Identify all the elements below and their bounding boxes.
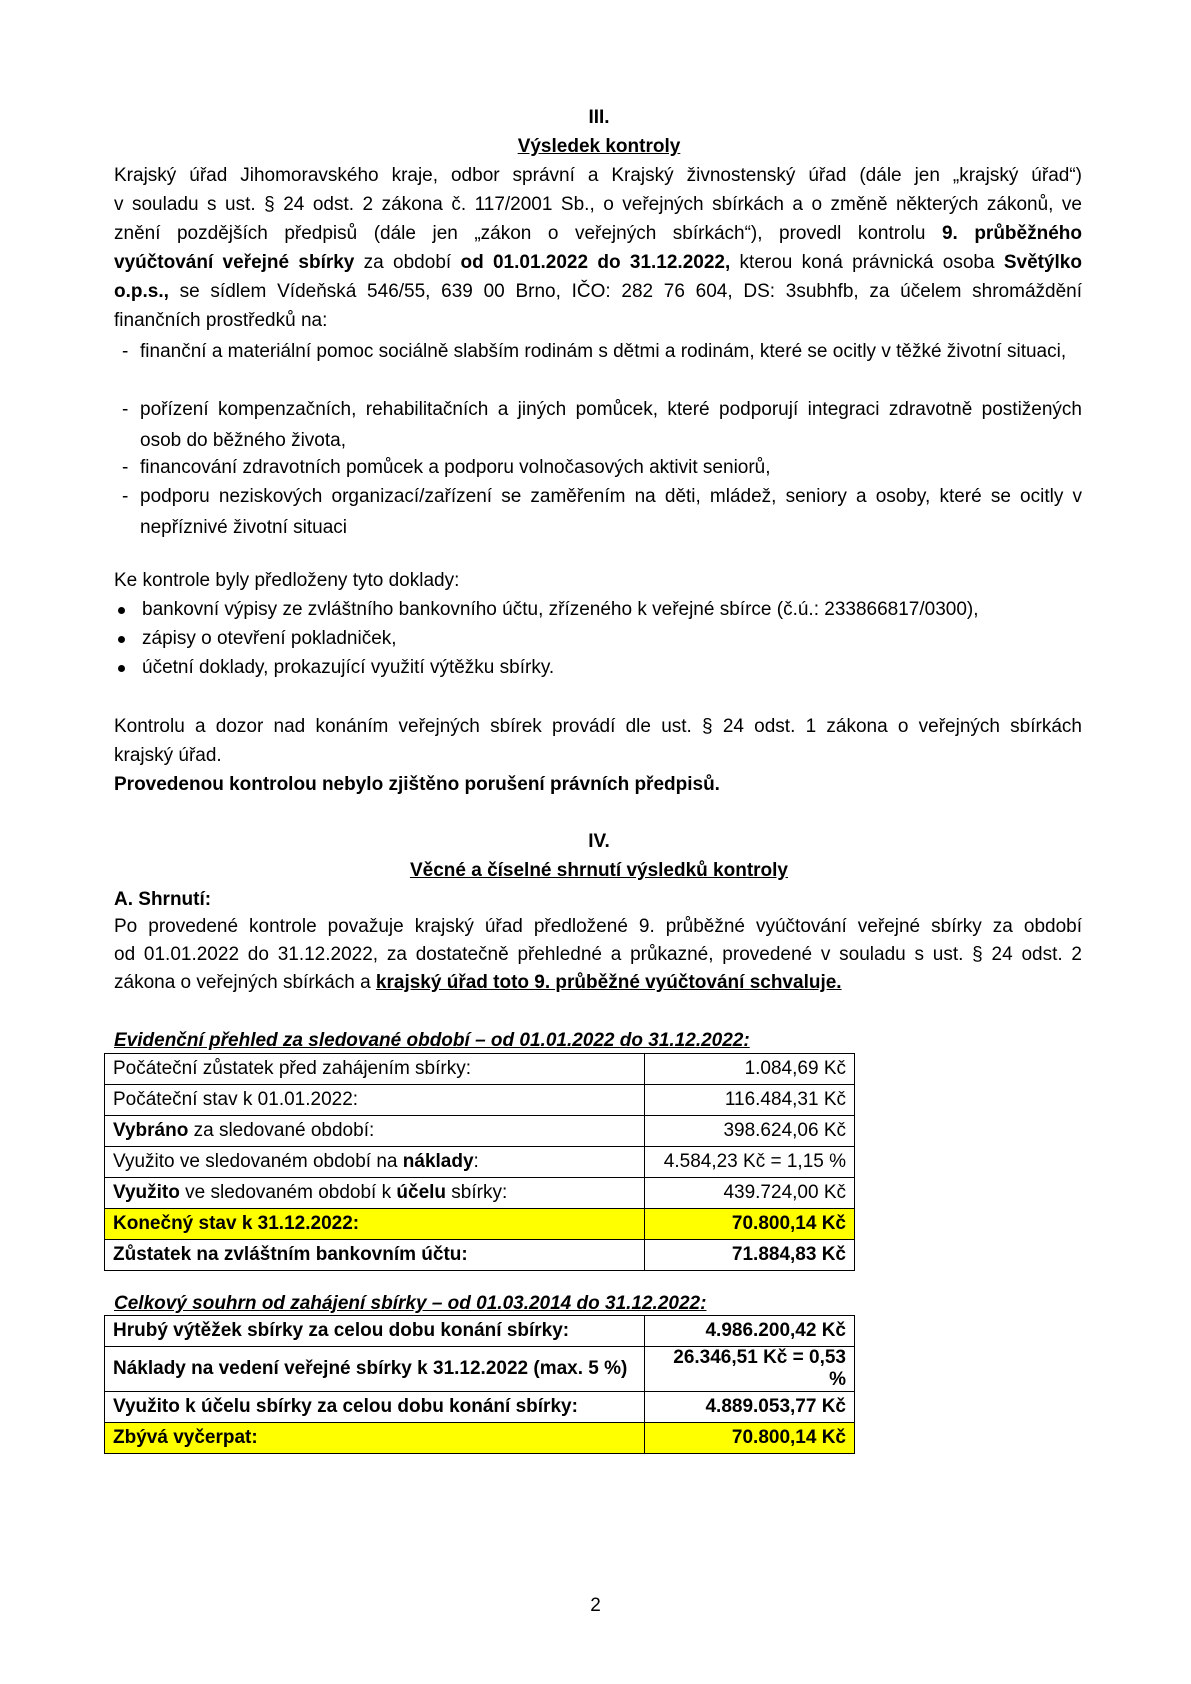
intro-line: Krajský úřad Jihomoravského kraje, odbor správní a Krajský živnostenský úřad (dále jen „krajský úřad“) xyxy=(114,165,1082,186)
row-value: 439.724,00 Kč xyxy=(645,1178,855,1209)
purpose-item: - pořízení kompenzačních, rehabilitačních a jiných pomůcek, které podporují integraci zdravotně postižených osob do běžného života, xyxy=(122,399,1082,451)
control-line: krajský úřad. xyxy=(114,745,222,766)
row-label: Zbývá vyčerpat: xyxy=(105,1423,645,1454)
intro-line: vyúčtování veřejné sbírky za období od 01.01.2022 do 31.12.2022, kterou koná právnická osoba Světýlko xyxy=(114,252,1082,273)
row-label: Náklady na vedení veřejné sbírky k 31.12.2022 (max. 5 %) xyxy=(105,1347,645,1392)
bullet-icon xyxy=(118,665,125,672)
row-value: 4.889.053,77 Kč xyxy=(645,1392,855,1423)
summary-line: zákona o veřejných sbírkách a krajský úřad toto 9. průběžné vyúčtování schvaluje. xyxy=(114,972,842,993)
row-label: Zůstatek na zvláštním bankovním účtu: xyxy=(105,1240,645,1271)
row-label: Konečný stav k 31.12.2022: xyxy=(105,1209,645,1240)
table-row xyxy=(105,1054,855,1085)
subheading: A. Shrnutí: xyxy=(114,889,212,910)
purpose-item: - financování zdravotních pomůcek a podporu volnočasových aktivit seniorů, xyxy=(122,457,771,478)
row-value: 70.800,14 Kč xyxy=(645,1423,855,1454)
page-number: 2 xyxy=(590,1595,601,1616)
row-value: 4.584,23 Kč = 1,15 % xyxy=(645,1147,855,1178)
table-row xyxy=(105,1085,855,1116)
intro-line: o.p.s., se sídlem Vídeňská 546/55, 639 00 Brno, IČO: 282 76 604, DS: 3subhfb, za účelem shromáždění xyxy=(114,281,1082,302)
section-title: Výsledek kontroly xyxy=(517,136,681,157)
row-value: 1.084,69 Kč xyxy=(645,1054,855,1085)
documents-intro: Ke kontrole byly předloženy tyto doklady: xyxy=(114,570,460,591)
table-caption: Celkový souhrn od zahájení sbírky – od 01.03.2014 do 31.12.2022: xyxy=(114,1293,707,1314)
document-item: zápisy o otevření pokladniček, xyxy=(114,628,1082,650)
row-label: Hrubý výtěžek sbírky za celou dobu konání sbírky: xyxy=(105,1316,645,1347)
row-value: 70.800,14 Kč xyxy=(645,1209,855,1240)
table-row xyxy=(105,1147,855,1178)
row-label: Využito ve sledovaném období k účelu sbírky: xyxy=(105,1178,645,1209)
table-row xyxy=(105,1116,855,1147)
row-label: Počáteční zůstatek před zahájením sbírky: xyxy=(105,1054,645,1085)
table-row xyxy=(105,1178,855,1209)
row-label: Počáteční stav k 01.01.2022: xyxy=(105,1085,645,1116)
table-row xyxy=(105,1240,855,1271)
intro-line: finančních prostředků na: xyxy=(114,310,328,331)
conclusion: Provedenou kontrolou nebylo zjištěno porušení právních předpisů. xyxy=(114,774,720,795)
table-caption: Evidenční přehled za sledované období – od 01.01.2022 do 31.12.2022: xyxy=(114,1030,750,1051)
summary-line: od 01.01.2022 do 31.12.2022, za dostatečně přehledné a průkazné, provedené v souladu s ust. § 24 odst. 2 xyxy=(114,944,1082,965)
section-number: IV. xyxy=(588,831,610,852)
table-row xyxy=(105,1392,855,1423)
period-overview-table xyxy=(104,1053,855,1271)
control-line: Kontrolu a dozor nad konáním veřejných sbírek provádí dle ust. § 24 odst. 1 zákona o veřejných sbírkách xyxy=(114,716,1082,737)
row-value: 71.884,83 Kč xyxy=(645,1240,855,1271)
purpose-item: - finanční a materiální pomoc sociálně slabším rodinám s dětmi a rodinám, které se ocitly v těžké životní situaci, xyxy=(122,341,1067,362)
intro-line: v souladu s ust. § 24 odst. 2 zákona č. 117/2001 Sb., o veřejných sbírkách a o změně některých zákonů, ve xyxy=(114,194,1082,215)
row-label: Vybráno za sledované období: xyxy=(105,1116,645,1147)
row-value: 26.346,51 Kč = 0,53 % xyxy=(645,1347,855,1392)
section-number: III. xyxy=(588,107,610,128)
table-row xyxy=(105,1316,855,1347)
row-value: 116.484,31 Kč xyxy=(645,1085,855,1116)
row-value: 4.986.200,42 Kč xyxy=(645,1316,855,1347)
row-value: 398.624,06 Kč xyxy=(645,1116,855,1147)
row-label: Využito k účelu sbírky za celou dobu konání sbírky: xyxy=(105,1392,645,1423)
table-row xyxy=(105,1209,855,1240)
document-item: bankovní výpisy ze zvláštního bankovního účtu, zřízeného k veřejné sbírce (č.ú.: 233866817/0300), xyxy=(114,599,1082,621)
section-title: Věcné a číselné shrnutí výsledků kontroly xyxy=(409,860,789,881)
document-item: účetní doklady, prokazující využití výtěžku sbírky. xyxy=(114,657,1082,679)
total-summary-table xyxy=(104,1315,855,1454)
row-label: Využito ve sledovaném období na náklady: xyxy=(105,1147,645,1178)
table-row xyxy=(105,1423,855,1454)
summary-line: Po provedené kontrole považuje krajský úřad předložené 9. průběžné vyúčtování veřejné sbírky za období xyxy=(114,916,1082,937)
bullet-icon xyxy=(118,636,125,643)
purpose-item: - podporu neziskových organizací/zařízení se zaměřením na děti, mládež, seniory a osoby, které se ocitly v nepříznivé životní situaci xyxy=(122,486,1082,538)
bullet-icon xyxy=(118,607,125,614)
intro-line: znění pozdějších předpisů (dále jen „zákon o veřejných sbírkách“), provedl kontrolu 9. průběžného xyxy=(114,223,1082,244)
table-row xyxy=(105,1347,855,1392)
